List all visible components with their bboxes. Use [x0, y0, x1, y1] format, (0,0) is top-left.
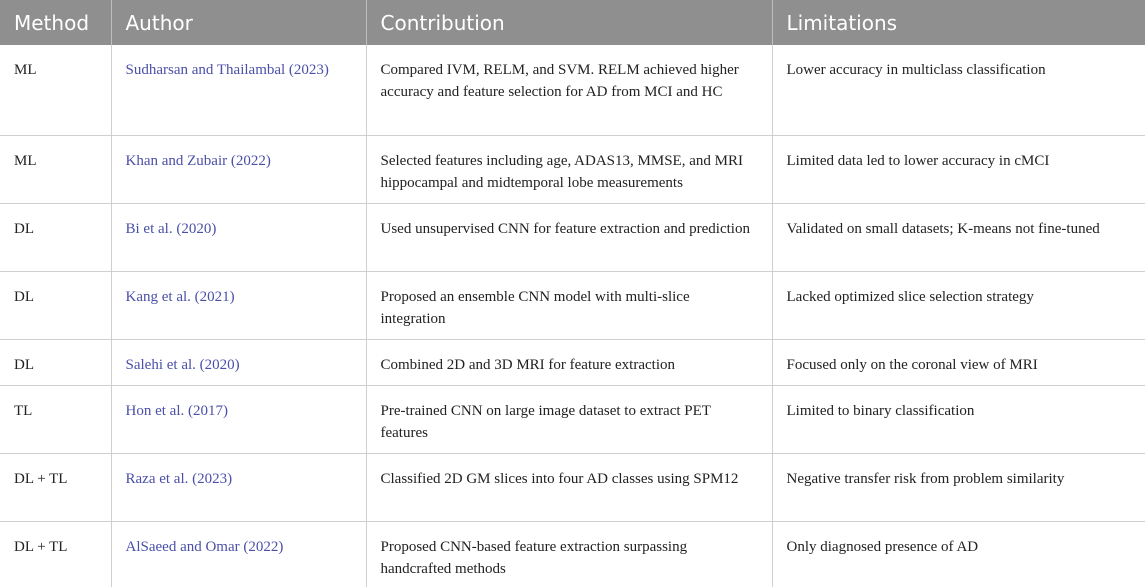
cell-author-link[interactable]: Hon et al. (2017) — [111, 385, 366, 453]
cell-author-link[interactable]: Bi et al. (2020) — [111, 203, 366, 271]
cell-contribution: Selected features including age, ADAS13, MMSE, and MRI hippocampal and midtemporal lobe measurements — [366, 135, 772, 203]
cell-method: DL — [0, 339, 111, 385]
cell-contribution: Proposed an ensemble CNN model with multi-slice integration — [366, 271, 772, 339]
cell-contribution: Used unsupervised CNN for feature extraction and prediction — [366, 203, 772, 271]
header-row — [0, 0, 1145, 45]
table-row — [0, 203, 1145, 271]
table-row — [0, 521, 1145, 587]
cell-limitations: Lower accuracy in multiclass classification — [772, 45, 1145, 135]
cell-method: ML — [0, 135, 111, 203]
cell-contribution: Combined 2D and 3D MRI for feature extraction — [366, 339, 772, 385]
cell-method: DL — [0, 203, 111, 271]
cell-author-link[interactable]: Sudharsan and Thailambal (2023) — [111, 45, 366, 135]
cell-author-link[interactable]: AlSaeed and Omar (2022) — [111, 521, 366, 587]
cell-limitations: Limited to binary classification — [772, 385, 1145, 453]
cell-method: DL + TL — [0, 521, 111, 587]
table-row — [0, 453, 1145, 521]
cell-limitations: Negative transfer risk from problem similarity — [772, 453, 1145, 521]
table-row — [0, 45, 1145, 135]
cell-author-link[interactable]: Salehi et al. (2020) — [111, 339, 366, 385]
header-limitations: Limitations — [772, 0, 1145, 45]
cell-author-link[interactable]: Raza et al. (2023) — [111, 453, 366, 521]
cell-contribution: Pre-trained CNN on large image dataset to extract PET features — [366, 385, 772, 453]
cell-limitations: Focused only on the coronal view of MRI — [772, 339, 1145, 385]
header-author: Author — [111, 0, 366, 45]
table-body — [0, 45, 1145, 587]
cell-limitations: Limited data led to lower accuracy in cMCI — [772, 135, 1145, 203]
cell-limitations: Lacked optimized slice selection strategy — [772, 271, 1145, 339]
header-contribution: Contribution — [366, 0, 772, 45]
cell-method: TL — [0, 385, 111, 453]
cell-author-link[interactable]: Khan and Zubair (2022) — [111, 135, 366, 203]
cell-method: ML — [0, 45, 111, 135]
cell-method: DL — [0, 271, 111, 339]
table-header — [0, 0, 1145, 45]
cell-method: DL + TL — [0, 453, 111, 521]
table-row — [0, 271, 1145, 339]
cell-contribution: Compared IVM, RELM, and SVM. RELM achieved higher accuracy and feature selection for AD from MCI and HC — [366, 45, 772, 135]
table-row — [0, 135, 1145, 203]
cell-limitations: Only diagnosed presence of AD — [786, 538, 979, 555]
cell-author-link[interactable]: Kang et al. (2021) — [111, 271, 366, 339]
table-row — [0, 385, 1145, 453]
table-row — [0, 339, 1145, 385]
cell-contribution: Classified 2D GM slices into four AD classes using SPM12 — [366, 453, 772, 521]
cell-limitations: Validated on small datasets; K-means not fine-tuned — [772, 203, 1145, 271]
header-method: Method — [0, 0, 111, 45]
cell-contribution: Proposed CNN-based feature extraction surpassing handcrafted methods — [366, 521, 772, 587]
